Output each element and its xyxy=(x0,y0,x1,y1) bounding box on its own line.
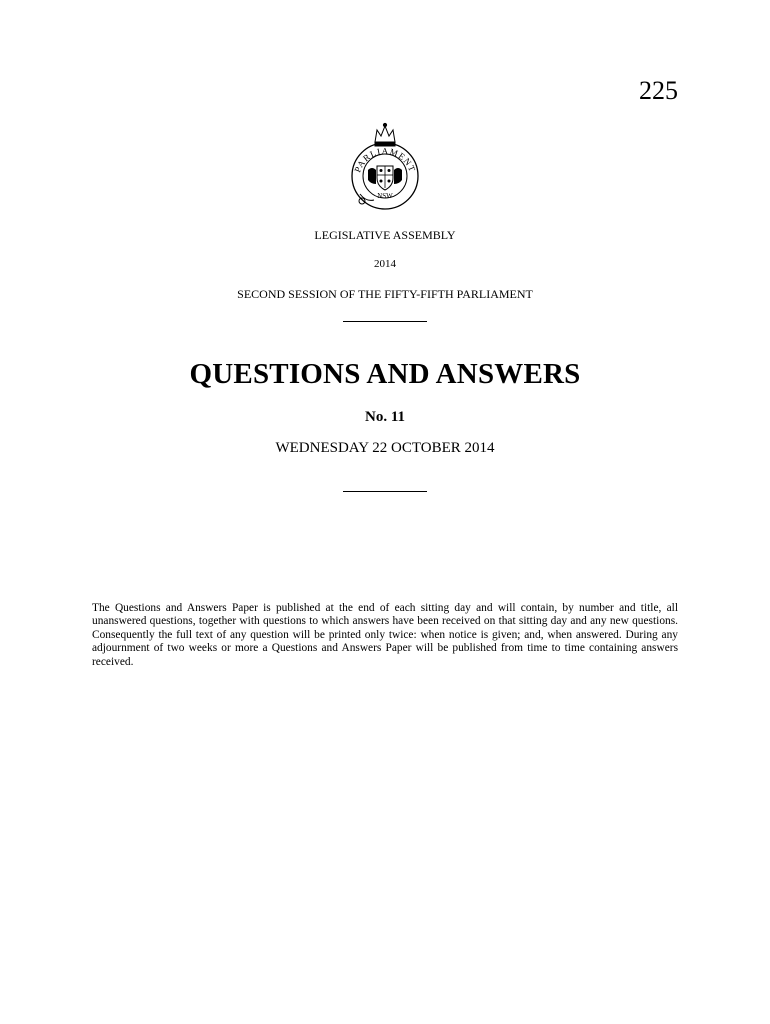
crest-base-text: NSW xyxy=(377,192,393,200)
paper-number: No. 11 xyxy=(364,409,405,425)
intro-paragraph: The Questions and Answers Paper is published at the end of each sitting day and will contain, by number and title, all unanswered questions, together with questions to which answers have been received on that sitting day and any new questions. Consequently the full text of any question will be printed only twice: when notice is given; and, when answered. During any adjournment of two weeks or more a Questions and Answers Paper will be published from time to time containing answers received. xyxy=(92,602,678,668)
paper-date: WEDNESDAY 22 OCTOBER 2014 xyxy=(275,440,495,456)
session-year: 2014 xyxy=(374,258,396,270)
divider-bottom xyxy=(343,491,427,492)
page-number: 225 xyxy=(639,76,678,105)
parliament-crest-icon xyxy=(346,122,424,216)
house-name: LEGISLATIVE ASSEMBLY xyxy=(314,228,456,242)
session-description: SECOND SESSION OF THE FIFTY-FIFTH PARLIAMENT xyxy=(237,287,533,301)
divider-top xyxy=(343,321,427,322)
crest-ring-text: PARLIAMENT xyxy=(352,145,418,174)
document-title: QUESTIONS AND ANSWERS xyxy=(189,358,581,390)
